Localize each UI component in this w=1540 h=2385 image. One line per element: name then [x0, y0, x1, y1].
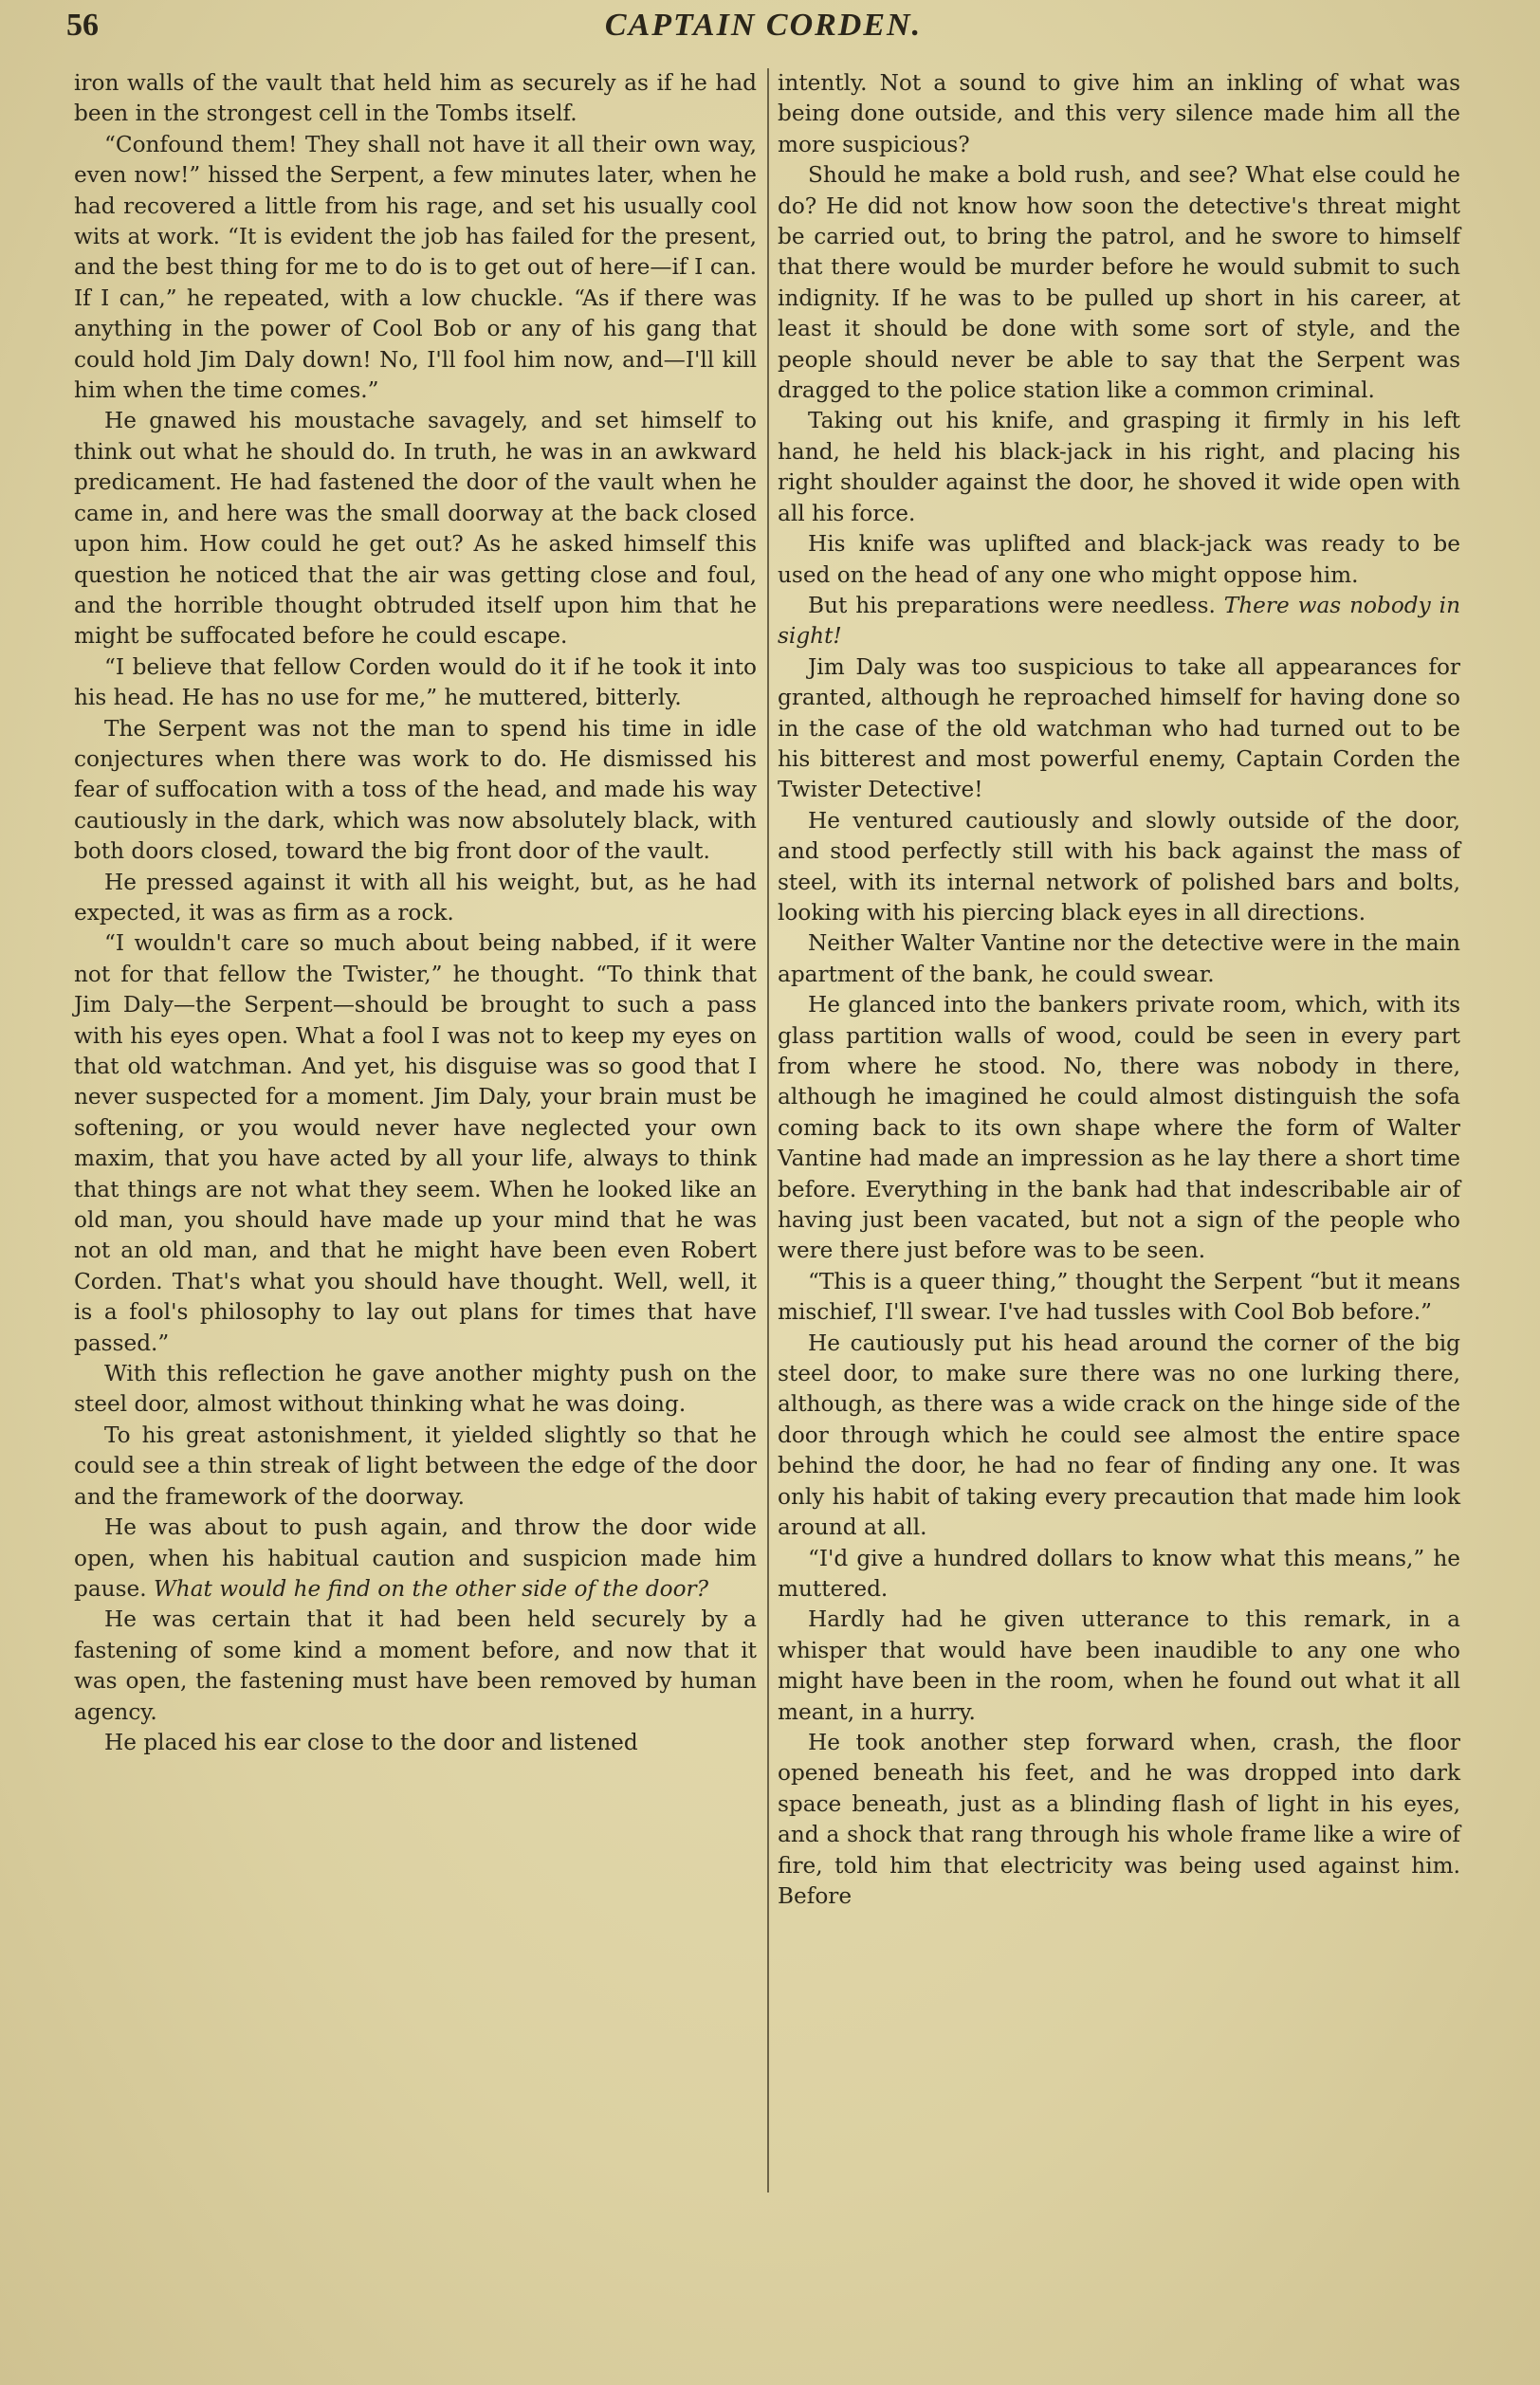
paragraph: [778, 806, 1460, 929]
paragraph-text: Jim Daly was too suspicious to take all appearances for granted, although he reproached himself for having done so in the case of the old watchman who had turned out to be his bitterest and most powerful enemy, Captain Corden the Twister Detective!: [778, 653, 1460, 803]
paragraph: [74, 1421, 757, 1513]
paragraph-text: He placed his ear close to the door and listened: [104, 1729, 638, 1755]
paragraph: [74, 1728, 757, 1758]
column-divider: [767, 68, 769, 2192]
paragraph-text: “Confound them! They shall not have it all their own way, even now!” hissed the Serpent, a few minutes later, when he had recovered a little from his rage, and set his usually cool wits at work. “It is evident the job has failed for the present, and the best thing for me to do is to get out of here—if I can. If I can,” he repeated, with a low chuckle. “As if there was anything in the power of Cool Bob or any of his gang that could hold Jim Daly down! No, I'll fool him now, and—I'll kill him when the time comes.”: [74, 131, 757, 404]
paragraph: [74, 868, 757, 929]
paragraph-text: He pressed against it with all his weight, but, as he had expected, it was as firm as a rock.: [74, 869, 757, 926]
paragraph-text: “I wouldn't care so much about being nabbed, if it were not for that fellow the Twister,” he thought. “To think that Jim Daly—the Serpent—should be brought to such a pass with his eyes open. What a fool I was not to keep my eyes on that old watchman. And yet, his disguise was so good that I never suspected for a moment. Jim Daly, your brain must be softening, or you would never have neglected your own maxim, that you have acted by all your life, always to think that things are not what they seem. When he looked like an old man, you should have made up your mind that he was not an old man, and that he might have been even Robert Corden. That's what you should have thought. Well, well, it is a fool's philosophy to lay out plans for times that have passed.”: [74, 930, 757, 1356]
paragraph: [778, 406, 1460, 529]
paragraph-text: Taking out his knife, and grasping it firmly in his left hand, he held his black-jack in his right, and placing his right shoulder against the door, he shoved it wide open with all his force.: [778, 408, 1460, 526]
paragraph: [778, 1728, 1460, 1912]
running-title: CAPTAIN CORDEN.: [604, 8, 923, 43]
paragraph: [778, 68, 1460, 160]
paragraph-text: He was about to push again, and throw the door wide open, when his habitual caution and suspicion made him pause.: [74, 1514, 757, 1602]
paragraph: [778, 928, 1460, 990]
page-header: [66, 6, 1460, 47]
paragraph-text: His knife was uplifted and black-jack was ready to be used on the head of any one who might oppose him.: [778, 531, 1460, 588]
paragraph: [74, 714, 757, 868]
paragraph: [778, 591, 1460, 652]
right-column: [778, 68, 1460, 1912]
paragraph: [778, 1544, 1460, 1605]
paragraph: [74, 130, 757, 407]
italic-text: What would he find on the other side of the door?: [153, 1575, 709, 1602]
paragraph-text: The Serpent was not the man to spend his time in idle conjectures when there was work to do. He dismissed his fear of suffocation with a toss of the head, and made his way cautiously in the dark, which was now absolutely black, with both doors closed, toward the big front door of the vault.: [74, 715, 757, 865]
paragraph: [778, 1329, 1460, 1544]
paragraph-text: “I believe that fellow Corden would do it if he took it into his head. He has no use for me,” he muttered, bitterly.: [74, 653, 757, 711]
paragraph-text: With this reflection he gave another mighty push on the steel door, almost without thinking what he was doing.: [74, 1361, 757, 1418]
paragraph-text: He glanced into the bankers private room, which, with its glass partition walls of wood, could be seen in every part from where he stood. No, there was nobody in there, although he imagined he could almost distinguish the sofa coming back to its own shape where the form of Walter Vantine had made an impression as he lay there a short time before. Everything in the bank had that indescribable air of having just been vacated, but not a sign of the people who were there just before was to be seen.: [778, 992, 1460, 1264]
paragraph: [74, 1605, 757, 1728]
paragraph-text: He was certain that it had been held securely by a fastening of some kind a moment before, and now that it was open, the fastening must have been removed by human agency.: [74, 1606, 757, 1725]
paragraph: [778, 990, 1460, 1267]
paragraph-text: “I'd give a hundred dollars to know what this means,” he muttered.: [778, 1545, 1460, 1602]
paragraph-text: iron walls of the vault that held him as securely as if he had been in the strongest cell in the Tombs itself.: [74, 70, 757, 127]
paragraph-text: Should he make a bold rush, and see? What else could he do? He did not know how soon the detective's threat might be carried out, to bring the patrol, and he swore to himself that there would be murder before he would submit to such indignity. If he was to be pulled up short in his career, at least it should be done with some sort of style, and the people should never be able to say that the Serpent was dragged to the police station like a common criminal.: [778, 162, 1460, 404]
paragraph-text: “This is a queer thing,” thought the Serpent “but it means mischief, I'll swear. I've had tussles with Cool Bob before.”: [778, 1268, 1460, 1326]
paragraph: [74, 68, 757, 130]
paragraph: [74, 406, 757, 651]
paragraph: [778, 160, 1460, 406]
paragraph-text: intently. Not a sound to give him an inkling of what was being done outside, and this very silence made him all the more suspicious?: [778, 70, 1460, 157]
paragraph: [74, 928, 757, 1359]
paragraph-text: He gnawed his moustache savagely, and set himself to think out what he should do. In truth, he was in an awkward predicament. He had fastened the door of the vault when he came in, and here was the small doorway at the back closed upon him. How could he get out? As he asked himself this question he noticed that the air was getting close and foul, and the horrible thought obtruded itself upon him that he might be suffocated before he could escape.: [74, 408, 757, 650]
paragraph: [74, 652, 757, 714]
left-column: [74, 68, 757, 1758]
paragraph: [778, 1605, 1460, 1728]
text-columns: [74, 68, 1461, 2192]
paragraph-text: Neither Walter Vantine nor the detective were in the main apartment of the bank, he could swear.: [778, 930, 1460, 987]
paragraph-text: He ventured cautiously and slowly outside of the door, and stood perfectly still with his back against the mass of steel, with its internal network of polished bars and bolts, looking with his piercing black eyes in all directions.: [778, 807, 1460, 926]
page-number: 56: [66, 8, 99, 43]
paragraph-text: To his great astonishment, it yielded slightly so that he could see a thin streak of light between the edge of the door and the framework of the doorway.: [74, 1422, 757, 1510]
paragraph: [778, 529, 1460, 591]
paragraph: [778, 652, 1460, 806]
paragraph-text: He cautiously put his head around the corner of the big steel door, to make sure there was no one lurking there, although, as there was a wide crack on the hinge side of the door through which he could see almost the entire space behind the door, he had no fear of finding any one. It was only his habit of taking every precaution that made him look around at all.: [778, 1330, 1460, 1541]
paragraph: [74, 1359, 757, 1421]
paragraph-text: Hardly had he given utterance to this remark, in a whisper that would have been inaudible to any one who might have been in the room, when he found out what it all meant, in a hurry.: [778, 1606, 1460, 1725]
paragraph: [74, 1513, 757, 1605]
paragraph: [778, 1267, 1460, 1329]
paragraph-text: He took another step forward when, crash, the floor opened beneath his feet, and he was dropped into dark space beneath, just as a blinding flash of light in his eyes, and a shock that rang through his whole frame like a wire of fire, told him that electricity was being used against him. Before: [778, 1729, 1460, 1909]
paragraph-text: But his preparations were needless.: [808, 592, 1216, 618]
italic-text: There was nobody in sight!: [778, 592, 1461, 650]
